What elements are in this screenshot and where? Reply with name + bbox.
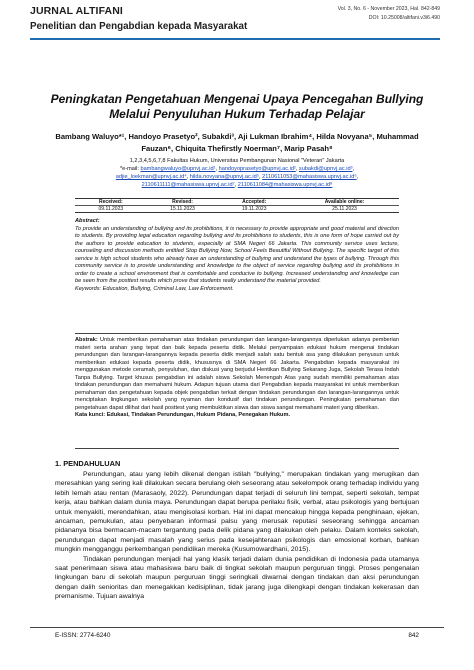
journal-header-right	[338, 5, 440, 23]
footer-rule	[30, 627, 444, 628]
keywords-english: Keywords: Education, Bullying, Criminal Law, Law Enforcement.	[75, 285, 234, 292]
email-list: *e-mail: bambangwaluyo@upnvj.ac.id¹, handoyoprasetyo@upnvj.ac.id², subakdi@upnvj.ac.id³, adjie_loekman@upnvj.ac.id⁴, hilda.novyana@upnvj.ac.id⁵, 2110611053@mahasiswa.upnvj.ac.id⁶, 2110611111@mahasiswa.upnvj.ac.id⁷, 2110611084@mahasiswa.upnvj.ac.id⁸	[115, 166, 359, 188]
email-link[interactable]: handoyoprasetyo@upnvj.ac.id²	[218, 166, 296, 172]
accepted-label: Accepted:	[218, 199, 290, 206]
journal-name: JURNAL ALTIFANI	[30, 5, 123, 17]
section-heading: 1. PENDAHULUAN	[55, 459, 121, 468]
affiliation: 1,2,3,4,5,6,7,8 Fakultas Hukum, Universitas Pembangunan Nasional "Veteran" Jakarta	[129, 158, 345, 164]
revised-date: 15.11.2023	[170, 206, 195, 212]
journal-header-left	[30, 5, 280, 55]
author-list: Bambang Waluyo*¹, Handoyo Prasetyo², Subakdi³, Aji Lukman Ibrahim⁴, Hilda Novyana⁵, Muhammad Fauzan⁶, Chiquita Thefirstly Noerman⁷, Marip Pasah⁸	[55, 132, 419, 153]
footer-issn: E-ISSN: 2774-6240	[55, 632, 111, 639]
kata-kunci: Kata kunci: Edukasi, Tindakan Perundungan, Hukum Pidana, Penegakan Hukum.	[75, 412, 290, 418]
page-number: 842	[408, 632, 419, 639]
abstrak-heading: Abstrak:	[75, 337, 98, 343]
accepted-date: 19.11.2023	[241, 206, 267, 212]
abstract-divider-bottom	[75, 448, 399, 449]
journal-subtitle: Penelitian dan Pengabdian kepada Masyarakat	[30, 21, 248, 32]
email-link[interactable]: 2110611053@mahasiswa.upnvj.ac.id⁶	[262, 174, 357, 180]
header-rule	[30, 38, 440, 40]
abstract-text: To provide an understanding of bullying and its prohibitions, it is necessary to provide appropriate and good material and direction to students. By providing legal education regarding bullying and its prohibitions to students, this is one form of hope carried out by the authors to provide education to students, especially at SMA Negeri 66 Jakarta. This community service uses lecture, counseling and discussion methods entitled Stop Bullying Now, School Feels Beautiful Without Bullying. The specific target of this service is high school students who already have an understanding of bullying and understand the types of bullying. Through this community service is to provide understanding and knowledge to the object of service regarding bullying and its prohibitions in order to create a school environment that is comfortable and conducive to bullying. Increased understanding and knowledge can be seen from the posttest results which prove that students really understand the material provided.	[75, 225, 399, 284]
doi-text: DOI: 10.25008/altifani.v3i6.490	[368, 15, 440, 21]
abstract-divider	[75, 333, 399, 334]
abstract-heading: Abstract:	[75, 218, 100, 224]
revised-label: Revised:	[147, 199, 219, 206]
paragraph: Perundungan, atau yang lebih dikenal dengan istilah "bullying," merupakan tindakan yang merugikan dan meresahkan yang sering kali dilakukan secara berulang oleh seseorang atau sekelompok orang terhadap individu yang lebih lemah atau rentan (Marasaoly, 2022). Perundungan dapat terjadi di seluruh lini tempat, seperti sekolah, tempat kerja, atau bahkan dalam dunia maya. Perundungan dapat berupa perilaku fisik, verbal, atau psikologis yang bertujuan untuk menyakiti, merendahkan, atau mengisolasi korban. Hal ini dapat mencakup hingga kepada penghinaan, ejekan, ancaman, pemukulan, atau penyebaran informasi palsu yang merusak reputasi seseorang sehingga ancaman pidananya bisa bermacam-macam tergantung pada delik pidana yang dilakukan oleh pelaku. Dalam konteks sekolah, perundungan dapat menjadi masalah yang serius pada kesejahteraan psikologis dan emosional korban, bahkan mungkin mengganggu perkembangan pendidikan mereka (Kusumowardhani, 2015).	[55, 471, 419, 554]
email-link[interactable]: 2110611084@mahasiswa.upnvj.ac.id⁸	[237, 182, 333, 188]
email-link[interactable]: bambangwaluyo@upnvj.ac.id¹	[140, 166, 216, 172]
paper-title: Peningkatan Pengetahuan Mengenai Upaya Pencegahan Bullying Melalui Penyuluhan Hukum Terhadap Pelajar	[50, 92, 424, 121]
abstract-indonesian	[75, 337, 399, 420]
volume-info: Vol. 3, No. 6 - November 2023, Hal. 842-849	[337, 6, 440, 12]
available-label: Available online:	[290, 199, 399, 206]
email-prefix: *e-mail:	[119, 166, 141, 172]
email-link[interactable]: 2110611111@mahasiswa.upnvj.ac.id⁷	[141, 182, 235, 188]
email-link[interactable]: subakdi@upnvj.ac.id³	[298, 166, 353, 172]
email-link[interactable]: adjie_loekman@upnvj.ac.id⁴	[115, 174, 187, 180]
journal-header	[30, 5, 440, 58]
paragraph: Tindakan perundungan menjadi hal yang klasik terjadi dalam dunia pendidikan di Indonesia pada utamanya saat penerimaan siswa atau mahasiswa baru baik di tingkat sekolah maupun perguruan tinggi. Proses pengenalan lingkungan baru di sekolah maupun perguruan tinggi seringkali diwarnai dengan tindakan dan aksi perundungan dengan dalih senioritas dan menegakkan kedisiplinan, tidak jarang juga dilengkapi dengan tindakan kekerasan dan premanisme. Tujuan awalnya	[55, 555, 419, 601]
body-text	[55, 470, 419, 602]
abstract-english	[75, 218, 399, 293]
abstrak-text: Untuk memberikan pemahaman atas tindakan perundungan dan larangan-larangannya diperlukan adanya pemberian materi serta arahan yang tepat dan baik kepada peserta didik. Melalui penyampaian edukasi hukum mengenai tindakan perundungan dan larangan-larangannya kepada peserta didik menjadi salah satu bentuk asa yang dilakukan penyusun untuk memberikan edukasi kepada peserta didik, khususnya di SMA Negeri 66 Jakarta. Pengabdian kepada masyarakat ini menggunakan metode ceramah, penyuluhan, dan diskusi yang berjudul Hentikan Bullying Sekarang Juga, Sekolah Terasa Indah Tanpa Bullying. Target khusus pengabdian ini adalah siswa Sekolah Menengah Atas yang sudah memiliki pemahaman atas tindakan perundungan dan memahami hukum. Adapun tujuan utama dari Pengabdian kepada masyarakat ini untuk memberikan pemahaman dan pengetahuan kepada objek pengabdian terkait dengan tindakan perundungan dan larangan-larangannya untuk menciptakan lingkungan sekolah yang nyaman dan kondusif dari tindakan perundungan. Peningkatan pemahaman dan pengetahuan dapat dilihat dari hasil posttest yang membuktikan siswa dan siswa sangat memahami materi yang diberikan.	[75, 337, 399, 411]
email-link[interactable]: hilda.novyana@upnvj.ac.id⁵	[189, 174, 260, 180]
available-date: 25.11.2023	[332, 206, 357, 212]
received-date: 09.11.2023	[98, 206, 124, 212]
received-label: Received:	[75, 199, 147, 206]
article-dates	[75, 198, 399, 213]
